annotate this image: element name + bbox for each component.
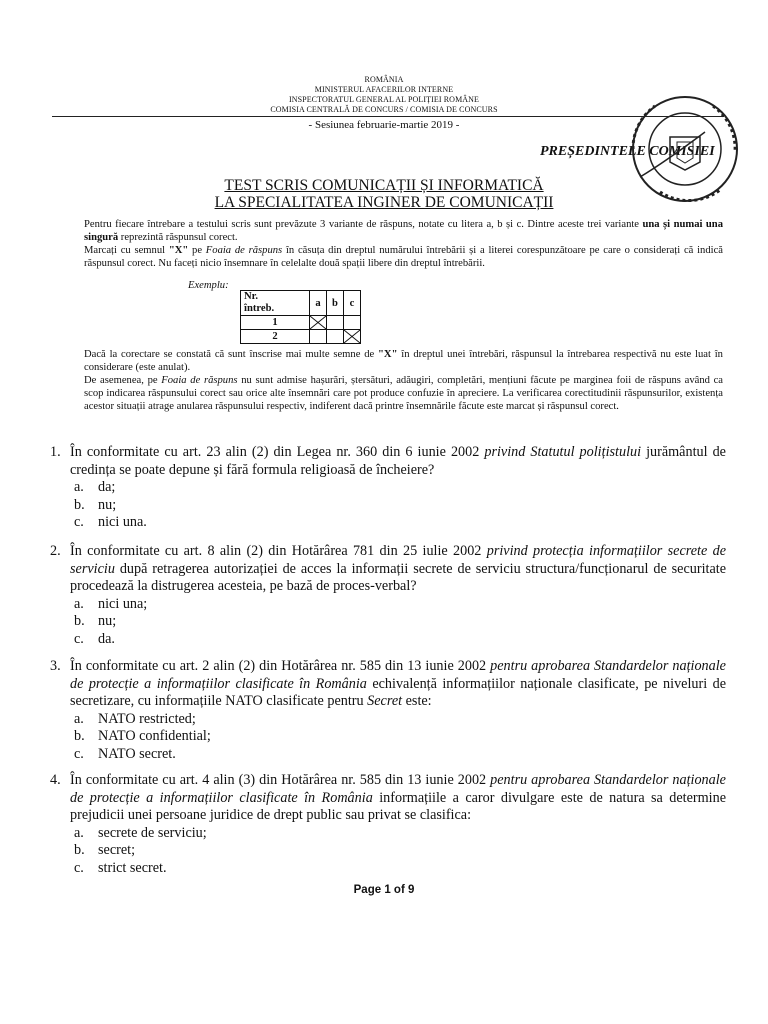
question-number: 4. xyxy=(50,772,61,788)
question-text: În conformitate cu art. 23 alin (2) din Legea nr. 360 din 6 iunie 2002 privind Statutul polițistului jurământul de credința se poate depune și fără formula religioasă de încheiere? xyxy=(70,444,726,478)
header-rule xyxy=(52,116,724,117)
example-col-c: c xyxy=(344,291,361,316)
option-c: c. strict secret. xyxy=(74,859,167,876)
example-cell xyxy=(310,316,327,330)
option-a: a. da; xyxy=(74,479,116,495)
option-a: a. nici una; xyxy=(74,595,148,612)
instructions-paragraph-3: Dacă la corectare se constată că sunt înscrise mai multe semne de "X" în dreptul unei întrebări, răspunsul la întrebarea respectivă nu este luat în considerare (este anulat). xyxy=(84,349,723,374)
option-b: b. nu; xyxy=(74,496,117,513)
question-number: 1. xyxy=(50,444,61,460)
example-col-a: a xyxy=(310,291,327,316)
example-cell xyxy=(344,330,361,344)
question-text: În conformitate cu art. 2 alin (2) din Hotărârea nr. 585 din 13 iunie 2002 pentru aprobarea Standardelor naționale de protecție a informațiilor clasificate în România echivalență informațiilor naționale clasificate, pe niveluri de secretizare, cu informațiile NATO clasificate pentru Secret este: xyxy=(70,658,726,709)
option-b: b. NATO confidential; xyxy=(74,728,211,744)
header-country: ROMÂNIA xyxy=(364,75,404,84)
option-b: b. nu; xyxy=(74,613,117,629)
example-cell xyxy=(310,330,327,344)
question-number: 2. xyxy=(50,543,61,559)
question-4 xyxy=(50,772,726,877)
header-inspectorate: INSPECTORATUL GENERAL AL POLIȚIEI ROMÂNE xyxy=(288,95,480,104)
instructions-paragraph-2: Marcați cu semnul "X" pe Foaia de răspuns în căsuța din dreptul numărului întrebării și a literei corespunzătoare pe care o considerați că indică răspunsul corect. Nu faceți nicio însemnare în celelalte două spații libere din dreptul întrebării. xyxy=(84,245,723,270)
example-cell xyxy=(327,316,344,330)
page-number: Page 1 of 9 xyxy=(353,884,415,896)
header-ministry: MINISTERUL AFACERILOR INTERNE xyxy=(314,85,454,94)
question-number: 3. xyxy=(50,658,61,674)
example-row-1: 1 xyxy=(241,316,310,330)
example-header-nr: Nr. întreb. xyxy=(241,291,310,316)
option-b: b. secret; xyxy=(74,842,136,858)
question-1 xyxy=(50,444,726,532)
example-row-2: 2 xyxy=(241,330,310,344)
example-label: Exemplu: xyxy=(188,280,229,291)
question-3 xyxy=(50,658,726,763)
question-2 xyxy=(50,543,726,648)
x-mark-icon xyxy=(344,330,360,343)
test-title-line2: LA SPECIALITATEA INGINER DE COMUNICAȚII xyxy=(214,194,554,211)
example-cell xyxy=(327,330,344,344)
option-c: c. da. xyxy=(74,630,115,647)
example-col-b: b xyxy=(327,291,344,316)
x-mark-icon xyxy=(310,316,326,329)
instructions-paragraph-4: De asemenea, pe Foaia de răspuns nu sunt admise hașurări, ștersături, adăugiri, completări, mențiuni făcute pe marginea foii de răspuns având ca scop indicarea răspunsului corect sau orice alte însemnări care pot produce confuzie în apreciere. La verificarea corectitudinii răspunsurilor, existența acestor situații atrage anularea răspunsului respectiv, indiferent dacă printre însemnările făcute este marcat și răspunsul corect. xyxy=(84,375,724,413)
option-c: c. nici una. xyxy=(74,514,147,530)
example-cell xyxy=(344,316,361,330)
session-label: - Sesiunea februarie-martie 2019 - xyxy=(308,119,460,131)
option-c: c. NATO secret. xyxy=(74,745,176,762)
question-text: În conformitate cu art. 8 alin (2) din Hotărârea 781 din 25 iulie 2002 privind protecția informațiilor secrete de serviciu după retragerea autorizației de acces la informații secrete de serviciu structura/funcționarul de securitate procedează la distrugerea acesteia, pe bază de proces-verbal? xyxy=(70,543,726,594)
option-a: a. NATO restricted; xyxy=(74,710,196,727)
header-commission: COMISIA CENTRALĂ DE CONCURS / COMISIA DE CONCURS xyxy=(270,105,498,114)
instructions-paragraph-1: Pentru fiecare întrebare a testului scris sunt prevăzute 3 variante de răspuns, notate cu litera a, b și c. Dintre aceste trei variante una și numai una singură reprezintă răspunsul corect. xyxy=(84,219,723,244)
test-title-line1: TEST SCRIS COMUNICAȚII ȘI INFORMATICĂ xyxy=(224,177,544,194)
option-a: a. secrete de serviciu; xyxy=(74,824,207,841)
question-text: În conformitate cu art. 4 alin (3) din Hotărârea nr. 585 din 13 iunie 2002 pentru aprobarea Standardelor naționale de protecție a informațiilor clasificate în România informațiile a caror divulgare este de natura sa determine prejudicii unei persoane juridice de drept public sau privat se clasifica: xyxy=(70,772,726,823)
example-table xyxy=(240,290,361,344)
president-label: PREȘEDINTELE COMISIEI xyxy=(540,144,715,159)
